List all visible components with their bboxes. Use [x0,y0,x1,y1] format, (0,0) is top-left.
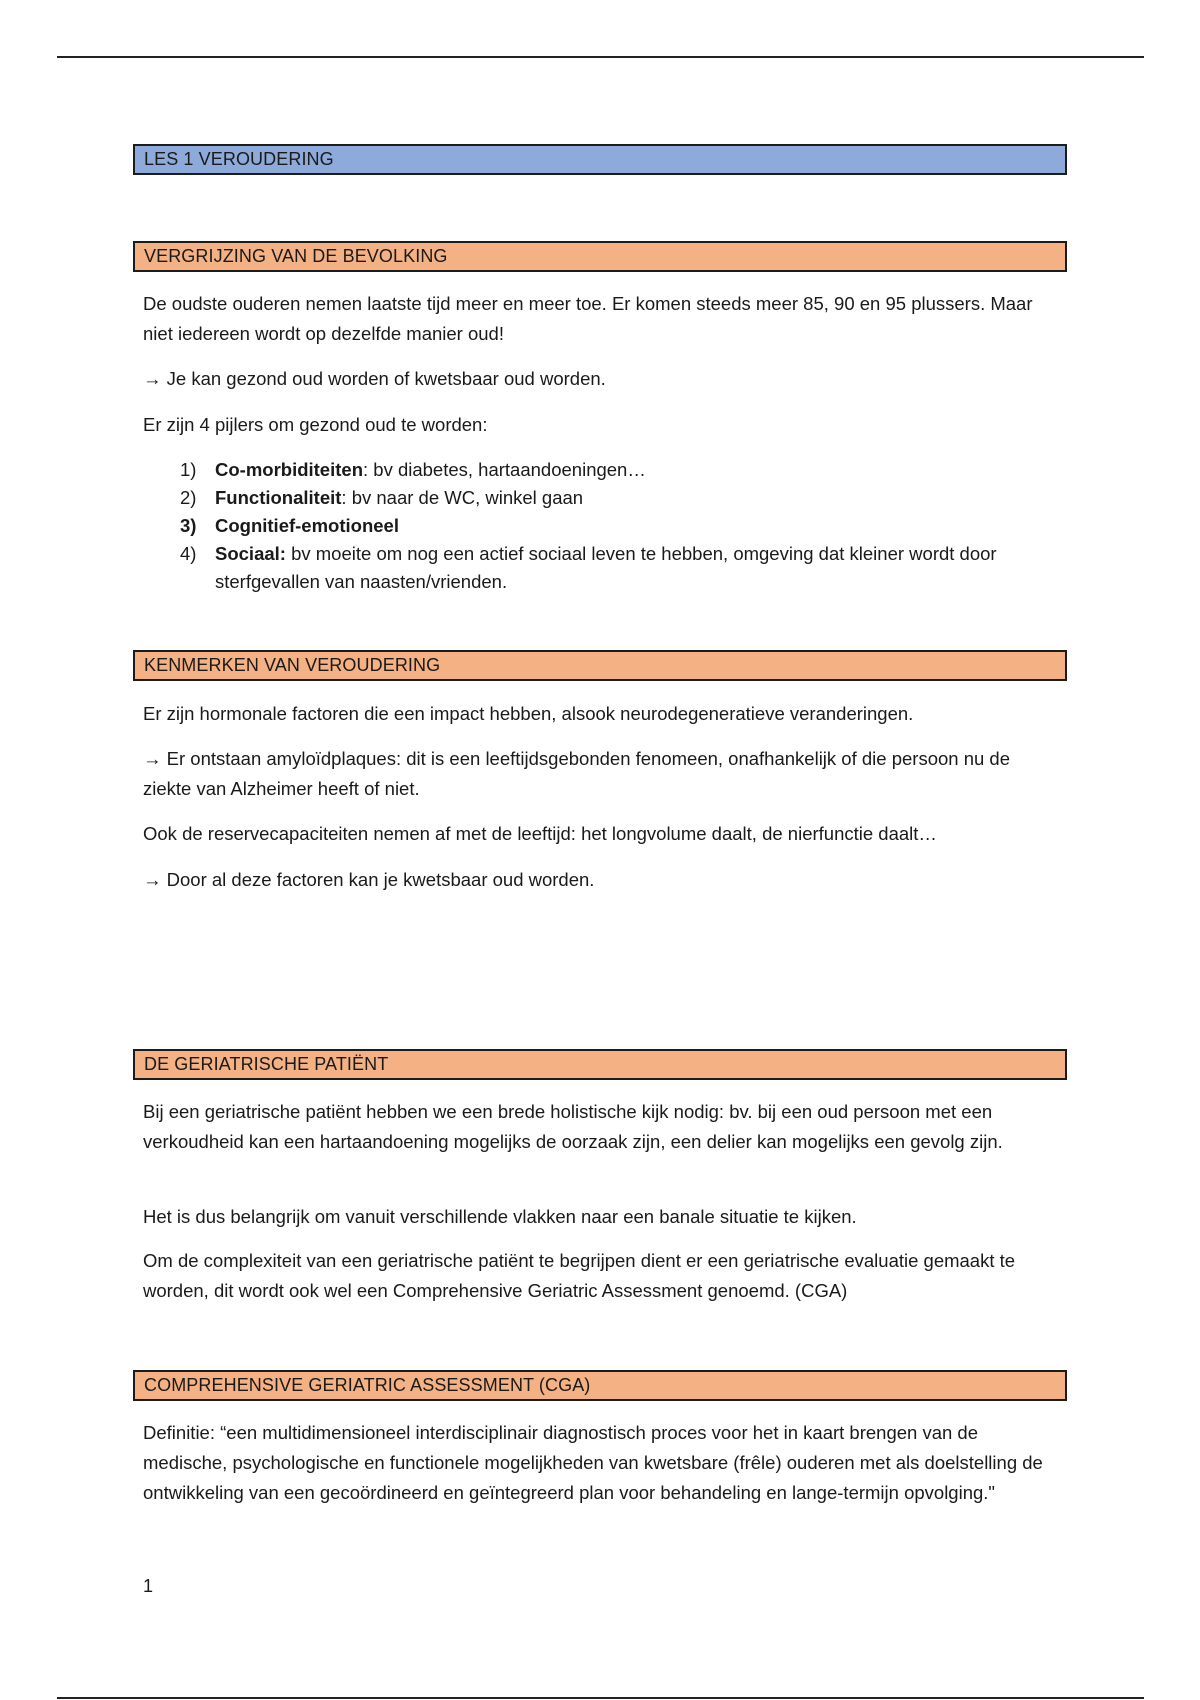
section-heading-vergrijzing: VERGRIJZING VAN DE BEVOLKING [133,241,1067,272]
list-text: bv moeite om nog een actief sociaal leven te hebben, omgeving dat kleiner wordt door sterfgevallen van naasten/vrienden. [215,543,997,592]
section-heading-kenmerken: KENMERKEN VAN VEROUDERING [133,650,1067,681]
list-term: Co-morbiditeiten [215,459,363,480]
list-number: 1) [180,459,197,480]
list-text: : bv diabetes, hartaandoeningen… [363,459,646,480]
list-term: Sociaal: [215,543,286,564]
paragraph: Er zijn 4 pijlers om gezond oud te worden: [143,414,488,435]
paragraph: → Door al deze factoren kan je kwetsbaar oud worden. [143,869,595,890]
paragraph: De oudste ouderen nemen laatste tijd meer en meer toe. Er komen steeds meer 85, 90 en 95 plussers. Maar niet iedereen wordt op dezelfde manier oud! [143,293,1033,344]
paragraph: → Er ontstaan amyloïdplaques: dit is een leeftijdsgebonden fenomeen, onafhankelijk of die persoon nu de ziekte van Alzheimer heeft of niet. [143,748,1010,799]
paragraph: Het is dus belangrijk om vanuit verschillende vlakken naar een banale situatie te kijken. [143,1206,857,1227]
list-number: 4) [180,543,197,564]
list-term: Functionaliteit [215,487,342,508]
list-term: Cognitief-emotioneel [215,515,399,536]
list-item [143,456,1063,484]
list-number: 3) [180,515,197,536]
page-number: 1 [143,1576,154,1596]
list-item [143,512,1063,540]
list-number: 2) [180,487,197,508]
paragraph: → Je kan gezond oud worden of kwetsbaar oud worden. [143,368,606,389]
paragraph: Er zijn hormonale factoren die een impact hebben, alsook neurodegeneratieve veranderingen. [143,703,914,724]
list-item [143,484,1063,512]
chapter-heading: LES 1 VEROUDERING [133,144,1067,175]
header-rule [57,56,1144,58]
paragraph: Definitie: “een multidimensioneel interdisciplinair diagnostisch proces voor het in kaart brengen van de medische, psychologische en functionele mogelijkheden van kwetsbare (frêle) ouderen met als doelstelling de ontwikkeling van een gecoördineerd en geïntegreerd plan voor behandeling en lange-termijn opvolging." [143,1422,1043,1503]
paragraph: Bij een geriatrische patiënt hebben we een brede holistische kijk nodig: bv. bij een oud persoon met een verkoudheid kan een hartaandoening mogelijks de oorzaak zijn, een delier kan mogelijks een gevolg zijn. [143,1101,1003,1152]
paragraph: Om de complexiteit van een geriatrische patiënt te begrijpen dient er een geriatrische evaluatie gemaakt te worden, dit wordt ook wel een Comprehensive Geriatric Assessment genoemd. (CGA) [143,1250,1016,1301]
section-heading-geriatrische-patient: DE GERIATRISCHE PATIËNT [133,1049,1067,1080]
paragraph: Ook de reservecapaciteiten nemen af met de leeftijd: het longvolume daalt, de nierfunctie daalt… [143,823,937,844]
footer-rule [57,1697,1144,1699]
pillars-list [143,456,1063,596]
section-heading-cga: COMPREHENSIVE GERIATRIC ASSESSMENT (CGA) [133,1370,1067,1401]
list-text: : bv naar de WC, winkel gaan [341,487,584,508]
list-item [143,540,1063,596]
